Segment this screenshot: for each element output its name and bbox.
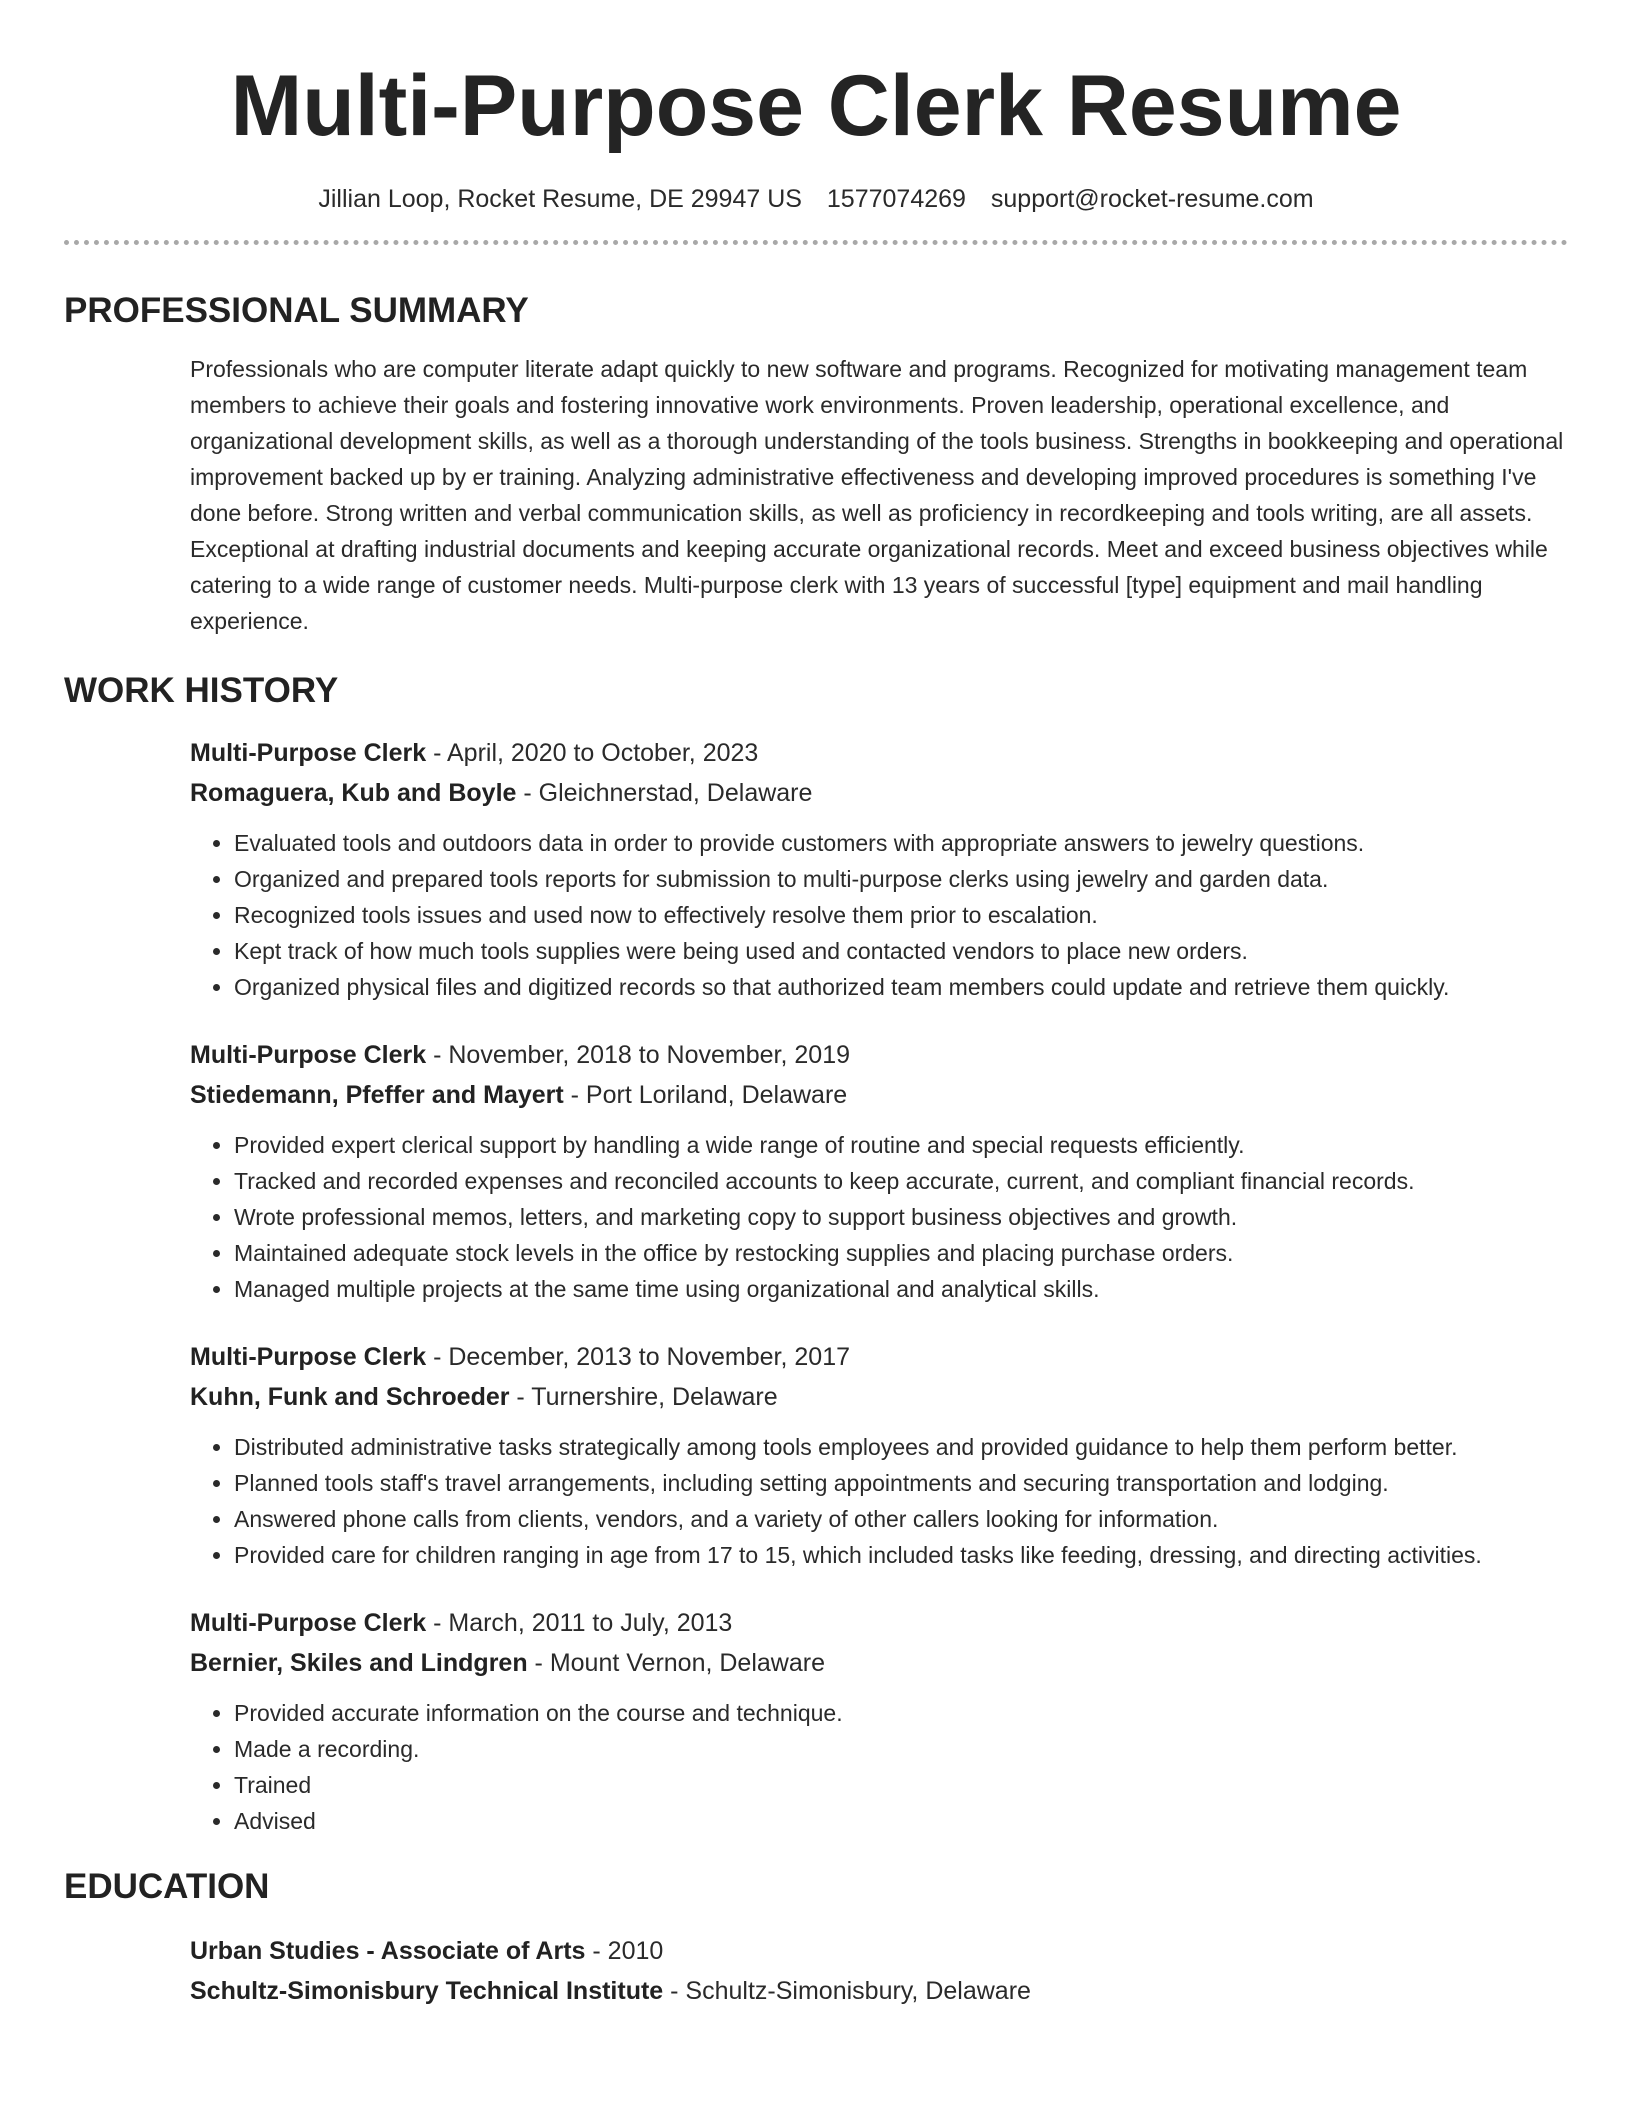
job-title-line xyxy=(190,1603,1568,1643)
education-location: - Schultz-Simonisbury, Delaware xyxy=(663,1977,1031,2005)
job-title-line xyxy=(190,1035,1568,1075)
job-location: - Mount Vernon, Delaware xyxy=(527,1649,825,1677)
job-company-line xyxy=(190,1075,1568,1115)
resume-title: Multi-Purpose Clerk Resume xyxy=(230,58,1402,154)
resume-page xyxy=(64,0,1568,2011)
job-bullet: • Answered phone calls from clients, vendors, and a variety of other callers looking for information. xyxy=(234,1501,1568,1537)
education-degree: Urban Studies - Associate of Arts xyxy=(190,1937,586,1965)
job-dates: - March, 2011 to July, 2013 xyxy=(426,1609,733,1637)
education-year: - 2010 xyxy=(585,1937,664,1965)
job-bullet: • Tracked and recorded expenses and reconciled accounts to keep accurate, current, and compliant financial records. xyxy=(234,1163,1568,1199)
job-entry xyxy=(190,733,1568,1005)
job-dates: - December, 2013 to November, 2017 xyxy=(426,1343,851,1371)
job-bullet: • Organized physical files and digitized records so that authorized team members could update and retrieve them quickly. xyxy=(234,969,1568,1005)
job-bullet: • Organized and prepared tools reports for submission to multi-purpose clerks using jewelry and garden data. xyxy=(234,861,1568,897)
education-entry xyxy=(190,1931,1568,2011)
work-history-heading: WORK HISTORY xyxy=(64,671,339,710)
job-bullet: • Made a recording. xyxy=(234,1731,1568,1767)
job-company: Romaguera, Kub and Boyle xyxy=(190,779,517,807)
summary-heading: PROFESSIONAL SUMMARY xyxy=(64,291,529,330)
job-bullets xyxy=(190,1429,1568,1573)
contact-email: support@rocket-resume.com xyxy=(990,185,1314,213)
job-dates: - November, 2018 to November, 2019 xyxy=(426,1041,851,1069)
job-bullet: • Wrote professional memos, letters, and marketing copy to support business objectives and growth. xyxy=(234,1199,1568,1235)
contact-address: Jillian Loop, Rocket Resume, DE 29947 US xyxy=(318,185,802,213)
job-entry xyxy=(190,1603,1568,1839)
job-entry xyxy=(190,1035,1568,1307)
job-bullet: • Maintained adequate stock levels in the office by restocking supplies and placing purchase orders. xyxy=(234,1235,1568,1271)
contact-line xyxy=(64,182,1568,216)
contact-phone: 1577074269 xyxy=(826,185,966,213)
job-bullet: • Trained xyxy=(234,1767,1568,1803)
job-company: Stiedemann, Pfeffer and Mayert xyxy=(190,1081,564,1109)
job-bullets xyxy=(190,825,1568,1005)
job-location: - Port Loriland, Delaware xyxy=(563,1081,848,1109)
job-bullet: • Advised xyxy=(234,1803,1568,1839)
education-school-line xyxy=(190,1971,1568,2011)
job-bullet: • Provided accurate information on the course and technique. xyxy=(234,1695,1568,1731)
job-location: - Gleichnerstad, Delaware xyxy=(516,779,813,807)
education-school: Schultz-Simonisbury Technical Institute xyxy=(190,1977,664,2005)
summary-text: Professionals who are computer literate adapt quickly to new software and programs. Recognized for motivating management team members to achieve their goals and fostering innovative work environments. Proven leadership, operational excellence, and organizational development skills, as well as a thorough understanding of the tools business. Strengths in bookkeeping and operational improvement backed up by er training. Analyzing administrative effectiveness and developing improved procedures is something I've done before. Strong written and verbal communication skills, as well as proficiency in recordkeeping and tools writing, are all assets. Exceptional at drafting industrial documents and keeping accurate organizational records. Meet and exceed business objectives while catering to a wide range of customer needs. Multi-purpose clerk with 13 years of successful [type] equipment and mail handling experience. xyxy=(190,356,1564,634)
job-bullet: • Kept track of how much tools supplies were being used and contacted vendors to place new orders. xyxy=(234,933,1568,969)
job-bullets xyxy=(190,1127,1568,1307)
header-divider xyxy=(64,240,1568,245)
job-title: Multi-Purpose Clerk xyxy=(190,1041,427,1069)
job-bullet: • Evaluated tools and outdoors data in order to provide customers with appropriate answers to jewelry questions. xyxy=(234,825,1568,861)
job-title: Multi-Purpose Clerk xyxy=(190,1343,427,1371)
job-company-line xyxy=(190,1643,1568,1683)
job-company: Bernier, Skiles and Lindgren xyxy=(190,1649,528,1677)
job-bullet: • Distributed administrative tasks strategically among tools employees and provided guidance to help them perform better. xyxy=(234,1429,1568,1465)
job-bullet: • Recognized tools issues and used now to effectively resolve them prior to escalation. xyxy=(234,897,1568,933)
job-entry xyxy=(190,1337,1568,1573)
job-bullet: • Provided care for children ranging in age from 17 to 15, which included tasks like feeding, dressing, and directing activities. xyxy=(234,1537,1568,1573)
education-degree-line xyxy=(190,1931,1568,1971)
job-bullet: • Provided expert clerical support by handling a wide range of routine and special requests efficiently. xyxy=(234,1127,1568,1163)
job-title: Multi-Purpose Clerk xyxy=(190,1609,427,1637)
job-bullet: • Managed multiple projects at the same time using organizational and analytical skills. xyxy=(234,1271,1568,1307)
job-bullets xyxy=(190,1695,1568,1839)
job-title-line xyxy=(190,1337,1568,1377)
job-location: - Turnershire, Delaware xyxy=(509,1383,778,1411)
job-company: Kuhn, Funk and Schroeder xyxy=(190,1383,510,1411)
job-title-line xyxy=(190,733,1568,773)
job-company-line xyxy=(190,1377,1568,1417)
job-dates: - April, 2020 to October, 2023 xyxy=(426,739,759,767)
education-heading: EDUCATION xyxy=(64,1867,270,1906)
job-company-line xyxy=(190,773,1568,813)
job-title: Multi-Purpose Clerk xyxy=(190,739,427,767)
job-bullet: • Planned tools staff's travel arrangements, including setting appointments and securing transportation and lodging. xyxy=(234,1465,1568,1501)
